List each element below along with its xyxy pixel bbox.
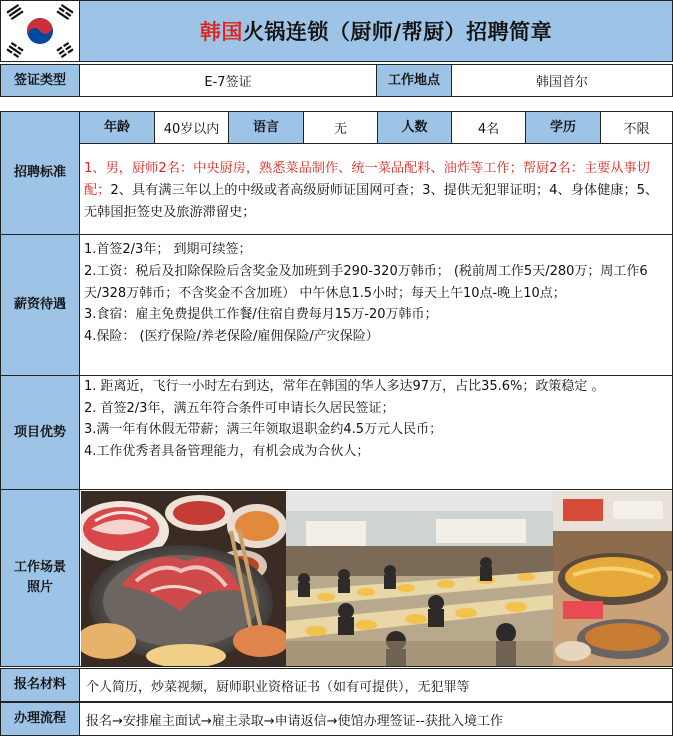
requirements-red-text: 1、男，厨师2名：中央厨房，熟悉菜品制作、统一菜品配料、油炸等工作；帮厨2名：主要从事切配； (84, 161, 650, 198)
title-highlight: 韩国 (199, 20, 243, 44)
requirements-black-text: 2、具有满三年以上的中级或者高级厨师证国网可查；3、提供无犯罪证明；4、身体健康；5、无韩国拒签史及旅游滞留史； (84, 183, 659, 220)
education-label: 学历 (525, 111, 601, 144)
advantage-item: 2. 首签2/3年，满五年符合条件可申请长久居民签证； (84, 400, 395, 416)
process-label: 办理流程 (0, 702, 80, 736)
visa-type-label: 签证类型 (0, 64, 80, 97)
headcount-value: 4名 (451, 111, 526, 144)
materials-label: 报名材料 (0, 668, 80, 702)
materials-value: 个人简历，炒菜视频，厨师职业资格证书（如有可提供），无犯罪等 (79, 668, 673, 702)
language-label: 语言 (228, 111, 304, 144)
salary-label: 薪资待遇 (0, 234, 80, 376)
salary-item: 2.工资：税后及扣除保险后含奖金及加班到手290-320万韩币； (税前周工作5天/280万；周工作6天/328万韩币；不含奖金不含加班） 中午休息1.5小时；每天上午10点-晚上10点； (84, 263, 648, 301)
flag-cell (0, 0, 80, 62)
advantages-text (79, 375, 673, 490)
process-value: 报名→安排雇主面试→雇主录取→申请返信→使馆办理签证--获批入境工作 (79, 702, 673, 736)
headcount-label: 人数 (377, 111, 452, 144)
photos-cell (79, 489, 673, 667)
photos-label (0, 489, 80, 667)
restaurant-interior-photo (286, 491, 553, 666)
salary-item: 1.首签2/3年； 到期可续签； (84, 242, 252, 257)
work-location-label: 工作地点 (376, 64, 452, 97)
visa-type-value: E-7签证 (79, 64, 377, 97)
page-title (79, 0, 673, 62)
work-location-value: 韩国首尔 (451, 64, 673, 97)
age-value: 40岁以内 (154, 111, 229, 144)
education-value: 不限 (600, 111, 673, 144)
advantage-item: 4.工作优秀者具备管理能力，有机会成为合伙人； (84, 443, 370, 459)
advantages-label: 项目优势 (0, 375, 80, 490)
hotpot-meat-photo (81, 491, 286, 666)
salary-text (79, 234, 673, 376)
salary-item: 3.食宿：雇主免费提供工作餐/住宿自费每月15万-20万韩币； (84, 307, 438, 323)
age-label: 年龄 (79, 111, 155, 144)
language-value: 无 (303, 111, 378, 144)
requirements-text (79, 143, 673, 235)
requirements-label: 招聘标准 (0, 111, 80, 235)
title-rest: 火锅连锁（厨师/帮厨）招聘简章 (242, 20, 553, 44)
table-hotpot-photo (553, 491, 672, 666)
photos-label-text: 工作场景照片 (13, 560, 66, 595)
south-korea-flag-icon (1, 1, 79, 61)
salary-item: 4.保险： (医疗保险/养老保险/雇佣保险/产灾保险） (84, 329, 379, 345)
advantage-item: 3.满一年有休假无带薪；满三年领取退职金约4.5万元人民币； (84, 422, 443, 438)
advantage-item: 1. 距离近，飞行一小时左右到达，常年在韩国的华人多达97万，占比35.6%；政策稳定 。 (84, 379, 605, 394)
